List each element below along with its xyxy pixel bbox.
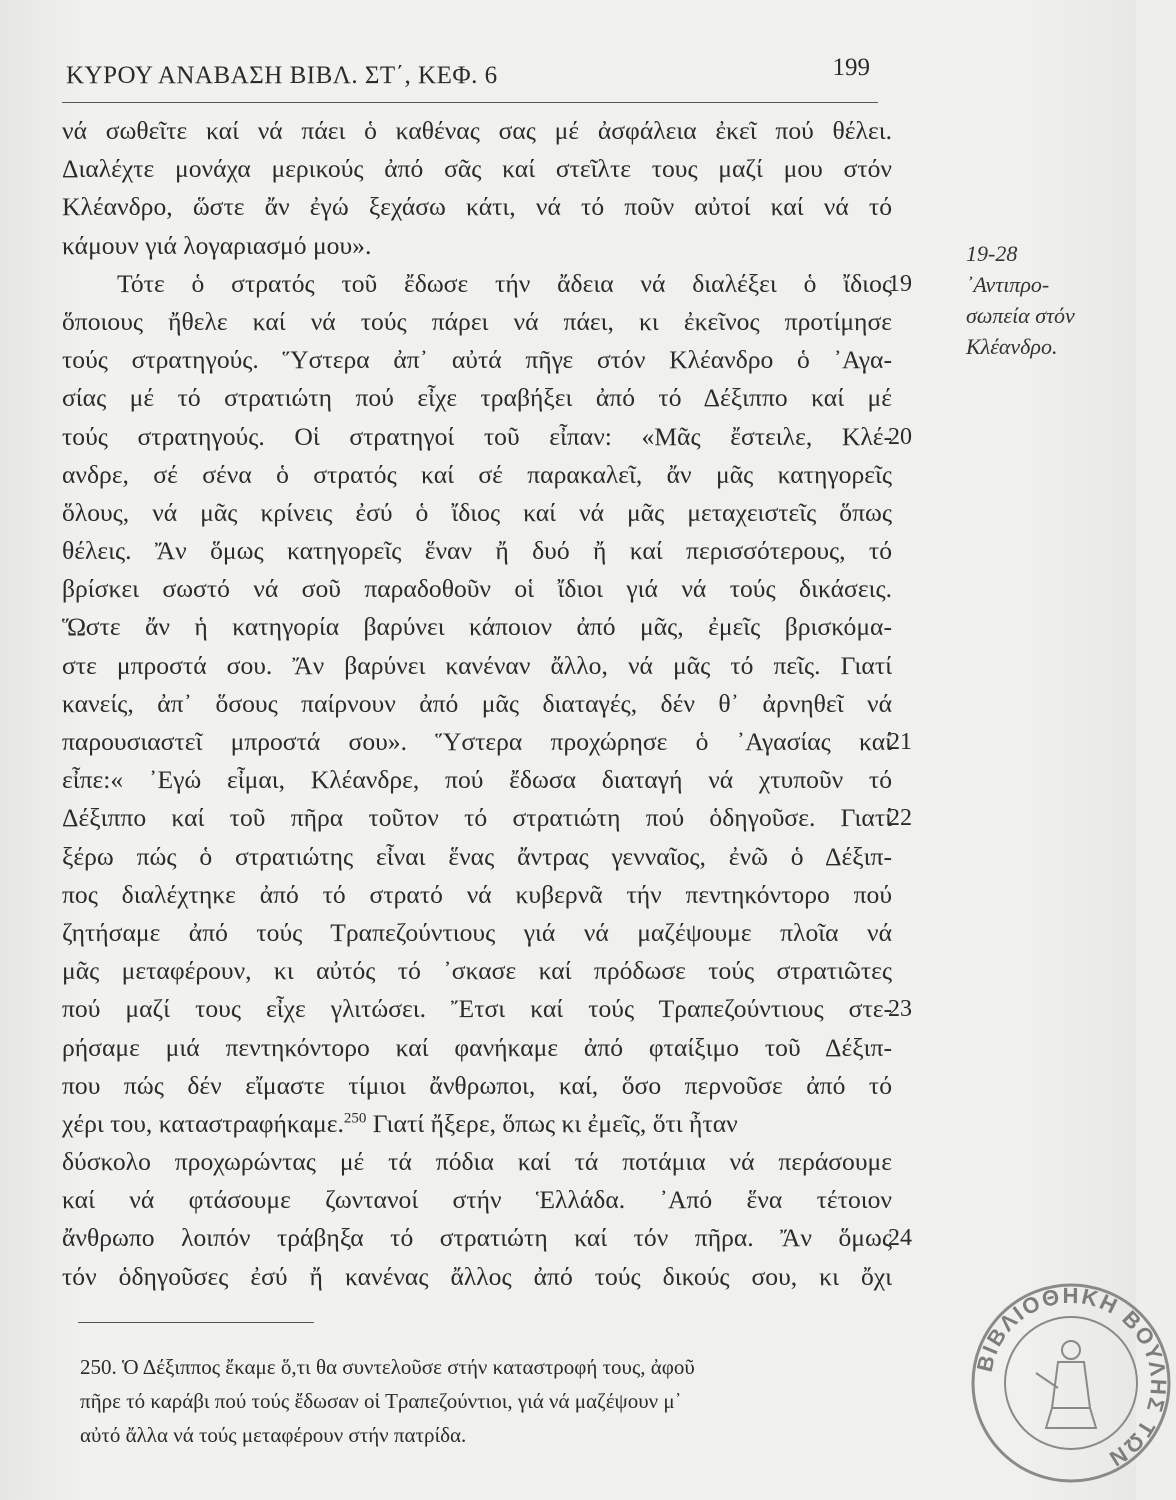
text-line: πος διαλέχτηκε ἀπό τό στρατό νά κυβερνᾶ τήν πεντηκόντορο πού	[62, 879, 892, 909]
verse-number: 21	[888, 729, 912, 755]
text-line: πού μαζί τους εἶχε γλιτώσει. Ἔτσι καί τούς Τραπεζούντιους στε-	[62, 994, 892, 1024]
text-line: Διαλέχτε μονάχα μερικούς ἀπό σᾶς καί στεῖλτε τους μαζί μου στόν	[62, 154, 892, 184]
verse-number: 23	[888, 996, 912, 1023]
running-head: ΚΥΡΟΥ ΑΝΑΒΑΣΗ ΒΙΒΛ. ΣΤ΄, ΚΕΦ. 6	[66, 62, 498, 89]
text-line: ξέρω πώς ὁ στρατιώτης εἶναι ἕνας ἄντρας γενναῖος, ἐνῶ ὁ Δέξιπ-	[62, 841, 892, 871]
text-line: Κλέανδρο, ὥστε ἄν ἐγώ ξεχάσω κάτι, νά τό ποῦν αὐτοί καί νά τό	[62, 192, 892, 222]
text-line: καί νά φτάσουμε ζωντανοί στήν Ἑλλάδα. ᾿Από ἕνα τέτοιον	[62, 1185, 892, 1215]
text-line: βρίσκει σωστό νά σοῦ παραδοθοῦν οἱ ἴδιοι γιά νά τούς δικάσεις.	[62, 574, 892, 604]
text-segment: χέρι του, καταστραφήκαμε.	[62, 1108, 344, 1138]
margin-note-range: 19-28	[966, 241, 1018, 266]
library-stamp	[966, 1278, 1176, 1488]
text-line	[62, 1105, 738, 1143]
margin-note-line: Κλέανδρο.	[966, 334, 1058, 359]
text-line: που πώς δέν εἴμαστε τίμιοι ἄνθρωποι, καί, ὅσο περνοῦσε ἀπό τό	[62, 1070, 892, 1100]
text-line: Τότε ὁ στρατός τοῦ ἔδωσε τήν ἄδεια νά διαλέξει ὁ ἴδιος	[117, 268, 892, 298]
text-line: ζητήσαμε ἀπό τούς Τραπεζούντιους γιά νά μαζέψουμε πλοῖα νά	[62, 917, 892, 947]
page-number: 199	[832, 54, 870, 81]
text-line: εἶπε:« ᾿Εγώ εἶμαι, Κλέανδρε, πού ἔδωσα διαταγή νά χτυποῦν τό	[62, 765, 892, 795]
verse-number: 22	[888, 805, 912, 832]
text-line: τούς στρατηγούς. Ὕστερα ἀπ᾿ αὐτά πῆγε στόν Κλέανδρο ὁ ᾿Αγα-	[62, 345, 892, 375]
margin-note-line: σωπεία στόν	[966, 303, 1075, 328]
stamp-text: ΒΙΒΛΙΟΘΗΚΗ ΒΟΥΛΗΣ ΤΩΝ	[971, 1282, 1172, 1473]
main-text	[62, 112, 912, 1296]
footnote-line: 250. Ὁ Δέξιππος ἔκαμε ὅ,τι θα συντελοῦσε στήν καταστροφή τους, ἀφοῦ	[80, 1355, 695, 1379]
footnote-line: πῆρε τό καράβι πού τούς ἔδωσαν οἱ Τραπεζούντιοι, γιά νά μαζέψουν μ᾿	[80, 1389, 682, 1413]
margin-note-line: ᾿Αντιπρο-	[966, 272, 1050, 297]
text-line: ὅλους, νά μᾶς κρίνεις ἐσύ ὁ ἴδιος καί νά μᾶς μεταχειστεῖς ὅπως	[62, 497, 892, 527]
text-line: Δέξιππο καί τοῦ πῆρα τοῦτον τό στρατιώτη πού ὁδηγοῦσε. Γιατί	[62, 803, 892, 833]
verse-number: 24	[888, 1225, 912, 1252]
verse-number: 20	[888, 423, 912, 450]
text-line: κάμουν γιά λογαριασμό μου».	[62, 230, 372, 260]
footnote-divider	[78, 1322, 314, 1323]
text-line: ἄνθρωπο λοιπόν τράβηξα τό στρατιώτη καί τόν πῆρα. Ἄν ὅμως	[62, 1223, 892, 1253]
text-line: στε μπροστά σου. Ἄν βαρύνει κανέναν ἄλλο, νά μᾶς τό πεῖς. Γιατί	[62, 650, 892, 680]
text-line: παρουσιαστεῖ μπροστά σου». Ὕστερα προχώρησε ὁ ᾿Αγασίας καί	[62, 727, 892, 756]
text-segment: Γιατί ἤξερε, ὅπως κι ἐμεῖς, ὅτι ἦταν	[366, 1108, 738, 1138]
text-line: ανδρε, σέ σένα ὁ στρατός καί σέ παρακαλεῖ, ἄν μᾶς κατηγορεῖς	[62, 459, 892, 489]
stamp-figure-icon	[1036, 1341, 1096, 1428]
footnote	[80, 1350, 880, 1452]
verse-number: 19	[888, 270, 912, 297]
margin-note	[966, 238, 1126, 362]
text-line: τούς στρατηγούς. Οἱ στρατηγοί τοῦ εἶπαν: «Μᾶς ἔστειλε, Κλέ-	[62, 421, 892, 451]
text-line: μᾶς μεταφέρουν, κι αὐτός τό ᾿σκασε καί πρόδωσε τούς στρατιῶτες	[62, 956, 892, 986]
text-line: ρήσαμε μιά πεντηκόντορο καί φανήκαμε ἀπό φταίξιμο τοῦ Δέξιπ-	[62, 1032, 892, 1062]
text-line: νά σωθεῖτε καί νά πάει ὁ καθένας σας μέ ἀσφάλεια ἐκεῖ πού θέλει.	[62, 116, 892, 145]
text-line: ὅποιους ἤθελε καί νά τούς πάρει νά πάει, κι ἐκεῖνος προτίμησε	[62, 306, 892, 336]
text-line: κανείς, ἀπ᾿ ὅσους παίρνουν ἀπό μᾶς διαταγές, δέν θ᾿ ἀρνηθεῖ νά	[62, 688, 892, 718]
page-header	[62, 42, 878, 103]
text-line: σίας μέ τό στρατιώτη πού εἶχε τραβήξει ἀπό τό Δέξιππο καί μέ	[62, 383, 892, 413]
bleed-through-mark	[1000, 1040, 1130, 1150]
text-line: τόν ὁδηγοῦσες ἐσύ ἤ κανένας ἄλλος ἀπό τούς δικούς σου, κι ὄχι	[62, 1261, 892, 1291]
footnote-line: αὐτό ἄλλα νά τούς μεταφέρουν στήν πατρίδα.	[80, 1423, 467, 1447]
text-line: Ὥστε ἄν ἡ κατηγορία βαρύνει κάποιον ἀπό μᾶς, ἐμεῖς βρισκόμα-	[62, 612, 892, 642]
text-line: θέλεις. Ἄν ὅμως κατηγορεῖς ἕναν ἤ δυό ἤ καί περισσότερους, τό	[62, 536, 892, 566]
footnote-reference[interactable]: 250	[343, 1110, 367, 1127]
text-line: δύσκολο προχωρώντας μέ τά πόδια καί τά ποτάμια νά περάσουμε	[62, 1147, 892, 1177]
